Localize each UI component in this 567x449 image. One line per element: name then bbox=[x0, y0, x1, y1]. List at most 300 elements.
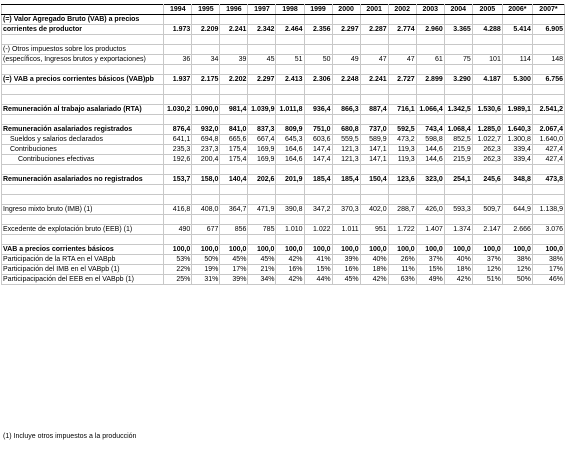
value-cell: 665,6 bbox=[220, 135, 248, 145]
value-cell: 37% bbox=[416, 255, 444, 265]
value-cell bbox=[472, 235, 502, 245]
value-cell: 427,4 bbox=[532, 145, 564, 155]
row-label bbox=[2, 35, 164, 45]
row-label: Participación del IMB en el VABpb (1) bbox=[2, 265, 164, 275]
value-cell bbox=[304, 95, 332, 105]
table-row bbox=[2, 75, 565, 85]
value-cell: 6.905 bbox=[532, 25, 564, 35]
value-cell: 667,4 bbox=[248, 135, 276, 145]
value-cell bbox=[164, 235, 192, 245]
value-cell bbox=[360, 15, 388, 25]
value-cell: 61 bbox=[416, 55, 444, 65]
value-cell bbox=[304, 215, 332, 225]
value-cell bbox=[416, 45, 444, 55]
data-table bbox=[1, 4, 565, 285]
value-cell: 100,0 bbox=[388, 245, 416, 255]
row-label: Ingreso mixto bruto (IMB) (1) bbox=[2, 205, 164, 215]
value-cell: 593,3 bbox=[444, 205, 472, 215]
table-row bbox=[2, 175, 565, 185]
value-cell: 2.287 bbox=[360, 25, 388, 35]
value-cell bbox=[276, 95, 304, 105]
value-cell: 2.960 bbox=[416, 25, 444, 35]
value-cell: 164,6 bbox=[276, 145, 304, 155]
value-cell: 192,6 bbox=[164, 155, 192, 165]
value-cell: 1.011 bbox=[332, 225, 360, 235]
value-cell bbox=[532, 45, 564, 55]
table-row bbox=[2, 55, 565, 65]
row-label: Remuneración asalariados no registrados bbox=[2, 175, 164, 185]
value-cell: 169,9 bbox=[248, 145, 276, 155]
value-cell: 390,8 bbox=[276, 205, 304, 215]
value-cell: 100,0 bbox=[332, 245, 360, 255]
value-cell bbox=[444, 95, 472, 105]
value-cell bbox=[304, 15, 332, 25]
value-cell: 49% bbox=[416, 275, 444, 285]
value-cell: 2.666 bbox=[502, 225, 532, 235]
value-cell: 6.756 bbox=[532, 75, 564, 85]
value-cell bbox=[444, 35, 472, 45]
value-cell: 4.187 bbox=[472, 75, 502, 85]
value-cell: 2.899 bbox=[416, 75, 444, 85]
value-cell bbox=[360, 195, 388, 205]
value-cell: 2.209 bbox=[192, 25, 220, 35]
value-cell: 866,3 bbox=[332, 105, 360, 115]
value-cell: 44% bbox=[304, 275, 332, 285]
value-cell bbox=[332, 15, 360, 25]
value-cell bbox=[304, 235, 332, 245]
value-cell: 41% bbox=[304, 255, 332, 265]
value-cell bbox=[192, 165, 220, 175]
value-cell bbox=[416, 185, 444, 195]
value-cell bbox=[472, 95, 502, 105]
value-cell: 1.300,8 bbox=[502, 135, 532, 145]
value-cell bbox=[388, 15, 416, 25]
value-cell bbox=[276, 115, 304, 125]
value-cell: 809,9 bbox=[276, 125, 304, 135]
value-cell bbox=[388, 185, 416, 195]
value-cell bbox=[444, 85, 472, 95]
value-cell: 951 bbox=[360, 225, 388, 235]
value-cell: 852,5 bbox=[444, 135, 472, 145]
value-cell bbox=[416, 195, 444, 205]
row-label: Remuneración asalariados registrados bbox=[2, 125, 164, 135]
value-cell bbox=[332, 215, 360, 225]
value-cell: 262,3 bbox=[472, 145, 502, 155]
value-cell bbox=[248, 45, 276, 55]
table-row bbox=[2, 275, 565, 285]
value-cell: 119,3 bbox=[388, 155, 416, 165]
value-cell: 641,1 bbox=[164, 135, 192, 145]
value-cell bbox=[472, 85, 502, 95]
value-cell bbox=[276, 185, 304, 195]
value-cell: 323,0 bbox=[416, 175, 444, 185]
value-cell bbox=[164, 35, 192, 45]
value-cell bbox=[164, 215, 192, 225]
value-cell: 2.202 bbox=[220, 75, 248, 85]
value-cell: 743,4 bbox=[416, 125, 444, 135]
value-cell: 1.640,0 bbox=[532, 135, 564, 145]
value-cell bbox=[388, 85, 416, 95]
value-cell: 2.306 bbox=[304, 75, 332, 85]
value-cell: 856 bbox=[220, 225, 248, 235]
value-cell bbox=[388, 235, 416, 245]
value-cell: 12% bbox=[502, 265, 532, 275]
value-cell bbox=[502, 165, 532, 175]
value-cell: 19% bbox=[192, 265, 220, 275]
value-cell bbox=[444, 235, 472, 245]
table-row bbox=[2, 155, 565, 165]
value-cell bbox=[360, 115, 388, 125]
value-cell: 26% bbox=[388, 255, 416, 265]
table-row bbox=[2, 15, 565, 25]
value-cell: 144,6 bbox=[416, 155, 444, 165]
value-cell bbox=[388, 115, 416, 125]
value-cell: 17% bbox=[532, 265, 564, 275]
value-cell bbox=[388, 195, 416, 205]
table-row bbox=[2, 125, 565, 135]
value-cell: 2.774 bbox=[388, 25, 416, 35]
value-cell: 144,6 bbox=[416, 145, 444, 155]
row-label: (-) Otros impuestos sobre los productos bbox=[2, 45, 164, 55]
value-cell: 2.297 bbox=[332, 25, 360, 35]
year-header: 2007* bbox=[532, 5, 564, 15]
value-cell: 164,6 bbox=[276, 155, 304, 165]
year-header: 1994 bbox=[164, 5, 192, 15]
value-cell bbox=[360, 65, 388, 75]
value-cell: 370,3 bbox=[332, 205, 360, 215]
row-label bbox=[2, 165, 164, 175]
value-cell: 245,6 bbox=[472, 175, 502, 185]
value-cell bbox=[332, 195, 360, 205]
table-row bbox=[2, 45, 565, 55]
value-cell: 2.147 bbox=[472, 225, 502, 235]
value-cell: 1.374 bbox=[444, 225, 472, 235]
row-label bbox=[2, 115, 164, 125]
value-cell: 677 bbox=[192, 225, 220, 235]
table-row bbox=[2, 145, 565, 155]
value-cell bbox=[248, 165, 276, 175]
value-cell bbox=[248, 15, 276, 25]
value-cell: 50 bbox=[304, 55, 332, 65]
value-cell bbox=[192, 185, 220, 195]
value-cell bbox=[248, 95, 276, 105]
value-cell bbox=[416, 95, 444, 105]
value-cell: 1.530,6 bbox=[472, 105, 502, 115]
value-cell bbox=[332, 115, 360, 125]
value-cell: 34% bbox=[248, 275, 276, 285]
year-header: 1998 bbox=[276, 5, 304, 15]
value-cell: 737,0 bbox=[360, 125, 388, 135]
value-cell bbox=[416, 115, 444, 125]
row-label bbox=[2, 85, 164, 95]
value-cell: 45% bbox=[220, 255, 248, 265]
value-cell bbox=[532, 165, 564, 175]
value-cell bbox=[248, 195, 276, 205]
value-cell bbox=[332, 45, 360, 55]
value-cell: 3.076 bbox=[532, 225, 564, 235]
value-cell bbox=[416, 215, 444, 225]
value-cell: 39% bbox=[332, 255, 360, 265]
value-cell: 45% bbox=[248, 255, 276, 265]
value-cell bbox=[276, 45, 304, 55]
value-cell: 598,8 bbox=[416, 135, 444, 145]
value-cell bbox=[220, 95, 248, 105]
value-cell: 100,0 bbox=[248, 245, 276, 255]
value-cell bbox=[502, 195, 532, 205]
value-cell bbox=[164, 115, 192, 125]
value-cell: 75 bbox=[444, 55, 472, 65]
row-label: Participación de la RTA en el VABpb bbox=[2, 255, 164, 265]
value-cell: 2.241 bbox=[360, 75, 388, 85]
value-cell bbox=[502, 15, 532, 25]
value-cell: 46% bbox=[532, 275, 564, 285]
value-cell: 45% bbox=[332, 275, 360, 285]
value-cell: 473,2 bbox=[388, 135, 416, 145]
year-header: 1999 bbox=[304, 5, 332, 15]
value-cell: 25% bbox=[164, 275, 192, 285]
value-cell bbox=[220, 35, 248, 45]
value-cell: 42% bbox=[276, 255, 304, 265]
value-cell bbox=[502, 35, 532, 45]
value-cell: 16% bbox=[276, 265, 304, 275]
value-cell: 175,4 bbox=[220, 155, 248, 165]
value-cell: 427,4 bbox=[532, 155, 564, 165]
value-cell: 2.464 bbox=[276, 25, 304, 35]
value-cell bbox=[304, 115, 332, 125]
value-cell bbox=[502, 45, 532, 55]
value-cell bbox=[220, 185, 248, 195]
table-row bbox=[2, 255, 565, 265]
value-cell bbox=[502, 235, 532, 245]
value-cell: 347,2 bbox=[304, 205, 332, 215]
value-cell: 471,9 bbox=[248, 205, 276, 215]
value-cell: 841,0 bbox=[220, 125, 248, 135]
value-cell: 201,9 bbox=[276, 175, 304, 185]
value-cell bbox=[472, 15, 502, 25]
table-row bbox=[2, 265, 565, 275]
value-cell: 147,4 bbox=[304, 145, 332, 155]
value-cell bbox=[388, 65, 416, 75]
value-cell bbox=[332, 35, 360, 45]
row-label bbox=[2, 195, 164, 205]
row-label: (=) VAB a precios corrientes básicos (VAB)pb bbox=[2, 75, 164, 85]
table-row bbox=[2, 165, 565, 175]
value-cell bbox=[472, 35, 502, 45]
value-cell bbox=[416, 65, 444, 75]
value-cell: 50% bbox=[192, 255, 220, 265]
table-row bbox=[2, 225, 565, 235]
value-cell: 185,4 bbox=[304, 175, 332, 185]
value-cell: 1.010 bbox=[276, 225, 304, 235]
value-cell: 40% bbox=[444, 255, 472, 265]
value-cell: 1.989,1 bbox=[502, 105, 532, 115]
value-cell bbox=[276, 35, 304, 45]
value-cell bbox=[388, 95, 416, 105]
value-cell: 2.541,2 bbox=[532, 105, 564, 115]
year-header: 2002 bbox=[388, 5, 416, 15]
value-cell: 39% bbox=[220, 275, 248, 285]
value-cell bbox=[164, 185, 192, 195]
value-cell bbox=[248, 185, 276, 195]
value-cell: 31% bbox=[192, 275, 220, 285]
value-cell bbox=[472, 65, 502, 75]
value-cell bbox=[192, 65, 220, 75]
value-cell: 100,0 bbox=[472, 245, 502, 255]
value-cell: 364,7 bbox=[220, 205, 248, 215]
value-cell: 490 bbox=[164, 225, 192, 235]
value-cell bbox=[532, 195, 564, 205]
value-cell: 1.722 bbox=[388, 225, 416, 235]
value-cell: 644,9 bbox=[502, 205, 532, 215]
value-cell: 15% bbox=[416, 265, 444, 275]
value-cell: 837,3 bbox=[248, 125, 276, 135]
value-cell: 147,1 bbox=[360, 155, 388, 165]
value-cell: 121,3 bbox=[332, 155, 360, 165]
value-cell bbox=[164, 45, 192, 55]
value-cell: 40% bbox=[360, 255, 388, 265]
value-cell: 3.290 bbox=[444, 75, 472, 85]
value-cell bbox=[332, 85, 360, 95]
value-cell: 36 bbox=[164, 55, 192, 65]
value-cell: 175,4 bbox=[220, 145, 248, 155]
value-cell bbox=[220, 85, 248, 95]
value-cell: 22% bbox=[164, 265, 192, 275]
value-cell bbox=[444, 45, 472, 55]
value-cell: 262,3 bbox=[472, 155, 502, 165]
value-cell bbox=[304, 45, 332, 55]
value-cell bbox=[532, 65, 564, 75]
value-cell: 18% bbox=[360, 265, 388, 275]
table-row bbox=[2, 105, 565, 115]
value-cell bbox=[192, 45, 220, 55]
value-cell bbox=[502, 115, 532, 125]
value-cell bbox=[472, 165, 502, 175]
value-cell: 603,6 bbox=[304, 135, 332, 145]
value-cell: 153,7 bbox=[164, 175, 192, 185]
value-cell: 5.414 bbox=[502, 25, 532, 35]
value-cell bbox=[220, 115, 248, 125]
value-cell: 114 bbox=[502, 55, 532, 65]
value-cell bbox=[502, 65, 532, 75]
value-cell bbox=[532, 85, 564, 95]
table-row bbox=[2, 185, 565, 195]
table-row bbox=[2, 195, 565, 205]
value-cell bbox=[416, 85, 444, 95]
value-cell: 288,7 bbox=[388, 205, 416, 215]
row-label: Contribuciones efectivas bbox=[2, 155, 164, 165]
row-label: Contribuciones bbox=[2, 145, 164, 155]
value-cell bbox=[220, 235, 248, 245]
year-header: 2001 bbox=[360, 5, 388, 15]
value-cell bbox=[192, 235, 220, 245]
row-label bbox=[2, 185, 164, 195]
table-row bbox=[2, 245, 565, 255]
value-cell: 1.090,0 bbox=[192, 105, 220, 115]
value-cell: 1.937 bbox=[164, 75, 192, 85]
value-cell: 1.973 bbox=[164, 25, 192, 35]
value-cell bbox=[360, 185, 388, 195]
value-cell: 981,4 bbox=[220, 105, 248, 115]
value-cell bbox=[388, 35, 416, 45]
value-cell: 2.356 bbox=[304, 25, 332, 35]
value-cell: 51 bbox=[276, 55, 304, 65]
value-cell: 1.640,3 bbox=[502, 125, 532, 135]
value-cell: 509,7 bbox=[472, 205, 502, 215]
value-cell: 123,6 bbox=[388, 175, 416, 185]
value-cell bbox=[304, 195, 332, 205]
value-cell bbox=[416, 235, 444, 245]
value-cell: 150,4 bbox=[360, 175, 388, 185]
value-cell: 148 bbox=[532, 55, 564, 65]
value-cell bbox=[276, 65, 304, 75]
table-row bbox=[2, 35, 565, 45]
value-cell: 17% bbox=[220, 265, 248, 275]
row-label bbox=[2, 215, 164, 225]
value-cell bbox=[192, 35, 220, 45]
value-cell bbox=[532, 15, 564, 25]
year-header: 2005 bbox=[472, 5, 502, 15]
header-label-cell bbox=[2, 5, 164, 15]
value-cell bbox=[332, 185, 360, 195]
value-cell: 887,4 bbox=[360, 105, 388, 115]
table-row bbox=[2, 115, 565, 125]
value-cell bbox=[472, 185, 502, 195]
value-cell: 402,0 bbox=[360, 205, 388, 215]
value-cell: 100,0 bbox=[360, 245, 388, 255]
value-cell: 680,8 bbox=[332, 125, 360, 135]
value-cell bbox=[164, 195, 192, 205]
row-label: Remuneración al trabajo asalariado (RTA) bbox=[2, 105, 164, 115]
value-cell bbox=[532, 235, 564, 245]
value-cell bbox=[276, 195, 304, 205]
value-cell bbox=[192, 85, 220, 95]
value-cell: 45 bbox=[248, 55, 276, 65]
value-cell: 37% bbox=[472, 255, 502, 265]
row-label bbox=[2, 235, 164, 245]
value-cell bbox=[360, 85, 388, 95]
value-cell: 339,4 bbox=[502, 155, 532, 165]
table-row bbox=[2, 135, 565, 145]
value-cell bbox=[164, 85, 192, 95]
row-label: (específicos, Ingresos brutos y exportaciones) bbox=[2, 55, 164, 65]
value-cell: 339,4 bbox=[502, 145, 532, 155]
value-cell bbox=[472, 195, 502, 205]
value-cell: 100,0 bbox=[304, 245, 332, 255]
value-cell: 16% bbox=[332, 265, 360, 275]
table-row bbox=[2, 215, 565, 225]
value-cell bbox=[332, 165, 360, 175]
year-header: 1996 bbox=[220, 5, 248, 15]
value-cell bbox=[220, 45, 248, 55]
value-cell: 101 bbox=[472, 55, 502, 65]
value-cell bbox=[220, 65, 248, 75]
value-cell bbox=[276, 215, 304, 225]
value-cell: 18% bbox=[444, 265, 472, 275]
value-cell: 785 bbox=[248, 225, 276, 235]
value-cell: 169,9 bbox=[248, 155, 276, 165]
value-cell: 100,0 bbox=[276, 245, 304, 255]
table-row bbox=[2, 25, 565, 35]
value-cell bbox=[332, 235, 360, 245]
table-row bbox=[2, 235, 565, 245]
value-cell: 2.413 bbox=[276, 75, 304, 85]
value-cell bbox=[360, 95, 388, 105]
value-cell bbox=[416, 165, 444, 175]
value-cell: 100,0 bbox=[220, 245, 248, 255]
value-cell: 1.039,9 bbox=[248, 105, 276, 115]
value-cell: 3.365 bbox=[444, 25, 472, 35]
value-cell bbox=[248, 115, 276, 125]
